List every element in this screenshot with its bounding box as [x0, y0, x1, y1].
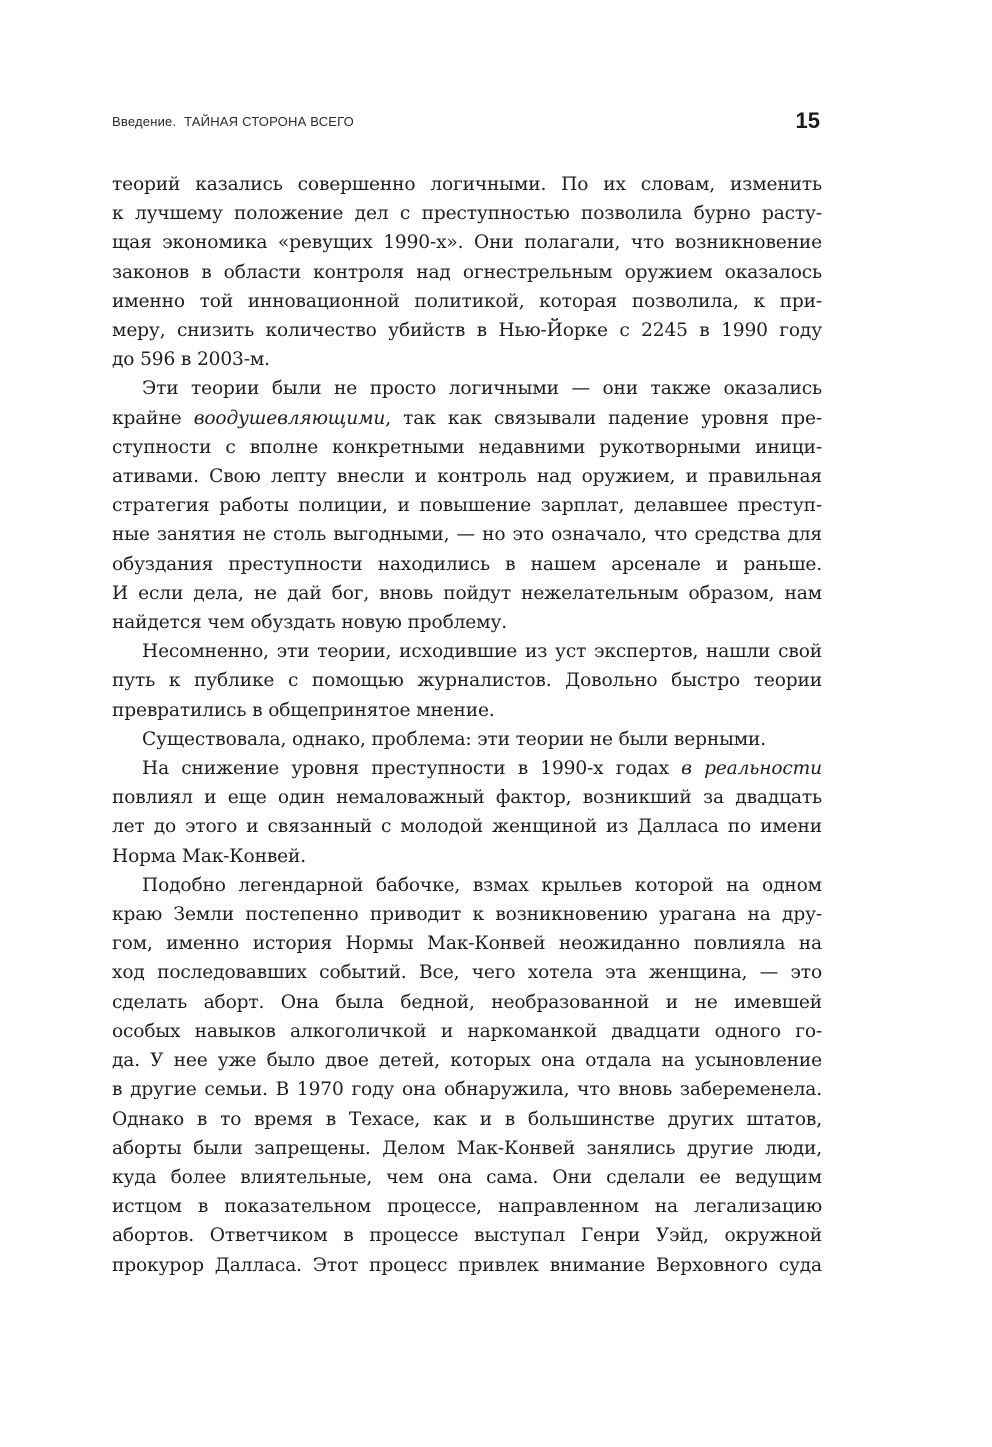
emphasis-text: воодушевляющими: [193, 407, 386, 429]
text-line: особых навыков алкоголичкой и наркоманкой двадцати одного го-: [112, 1020, 822, 1042]
text-fragment: крайне: [112, 407, 194, 429]
text-line: Эти теории были не просто логичными — они также оказались: [142, 378, 822, 400]
text-line: Несомненно, эти теории, исходившие из уст экспертов, нашли свой: [142, 641, 822, 663]
paragraph-4: [112, 725, 822, 754]
text-line: меру, снизить количество убийств в Нью-Йорке с 2245 в 1990 году: [112, 320, 822, 342]
text-line: лет до этого и связанный с молодой женщиной из Далласа по имени: [112, 816, 822, 838]
paragraph-2: [112, 374, 822, 637]
text-line: именно той инновационной политикой, которая позволила, к при-: [112, 290, 822, 312]
text-line: прокурор Далласа. Этот процесс привлек внимание Верховного суда: [112, 1254, 822, 1276]
text-line: Норма Мак-Конвей.: [112, 845, 307, 867]
text-line: абортов. Ответчиком в процессе выступал Генри Уэйд, окружной: [112, 1225, 822, 1247]
text-line: Подобно легендарной бабочке, взмах крыльев которой на одном: [142, 874, 822, 896]
text-line: законов в области контроля над огнестрельным оружием оказалось: [112, 261, 822, 283]
paragraph-6: [112, 871, 822, 1280]
paragraph-3: [112, 637, 822, 725]
text-line: превратились в общепринятое мнение.: [112, 699, 495, 721]
text-line: ступности с вполне конкретными недавними рукотворными иници-: [112, 436, 822, 458]
page-number: 15: [795, 108, 820, 133]
text-line: ные занятия не столь выгодными, — но это означало, что средства для: [112, 524, 822, 546]
text-body: [112, 170, 822, 1280]
text-line: путь к публике с помощью журналистов. Довольно быстро теории: [112, 670, 822, 692]
text-line: ход последовавших событий. Все, чего хотела эта женщина, — это: [112, 962, 822, 984]
text-line: стратегия работы полиции, и повышение зарплат, делавшее преступ-: [112, 495, 822, 517]
text-line: краю Земли постепенно приводит к возникновению урагана на дру-: [112, 904, 822, 926]
paragraph-1: [112, 170, 822, 374]
text-line: [112, 754, 822, 783]
text-line: Однако в то время в Техасе, как и в большинстве других штатов,: [112, 1108, 822, 1130]
text-line: сделать аборт. Она была бедной, необразованной и не имевшей: [112, 991, 822, 1013]
text-line: найдется чем обуздать новую проблему.: [112, 612, 508, 634]
text-fragment: На снижение уровня преступности в 1990-х годах: [142, 758, 682, 780]
text-line: в другие семьи. В 1970 году она обнаружила, что вновь забеременела.: [112, 1079, 822, 1101]
text-line: да. У нее уже было двое детей, которых она отдала на усыновление: [112, 1050, 822, 1072]
text-line: обуздания преступности находились в нашем арсенале и раньше.: [112, 553, 822, 575]
text-line: И если дела, не дай бог, вновь пойдут нежелательным образом, нам: [112, 582, 822, 604]
running-head: [112, 114, 354, 129]
text-line: ативами. Свою лепту внесли и контроль над оружием, и правильная: [112, 466, 822, 488]
running-head-chapter-title: ТАЙНАЯ СТОРОНА ВСЕГО: [184, 114, 354, 129]
text-line: теорий казались совершенно логичными. По их словам, изменить: [112, 174, 822, 195]
text-line: куда более влиятельные, чем она сама. Они сделали ее ведущим: [112, 1166, 822, 1188]
emphasis-text: в реальности: [681, 758, 822, 780]
text-line: истцом в показательном процессе, направленном на легализацию: [112, 1196, 822, 1218]
text-line: [112, 404, 822, 433]
text-fragment: , так как связывали падение уровня пре-: [385, 407, 822, 429]
text-line: повлиял и еще один немаловажный фактор, возникший за двадцать: [112, 787, 822, 809]
text-line: до 596 в 2003-м.: [112, 349, 270, 371]
text-line: щая экономика «ревущих 1990-х». Они полагали, что возникновение: [112, 232, 822, 254]
text-line: гом, именно история Нормы Мак-Конвей неожиданно повлияла на: [112, 933, 822, 955]
text-line: к лучшему положение дел с преступностью позволила бурно расту-: [112, 203, 822, 225]
text-line: аборты были запрещены. Делом Мак-Конвей занялись другие люди,: [112, 1137, 822, 1159]
running-head-section: Введение.: [112, 114, 177, 129]
paragraph-5: [112, 754, 822, 871]
text-line: Существовала, однако, проблема: эти теории не были верными.: [142, 728, 767, 750]
